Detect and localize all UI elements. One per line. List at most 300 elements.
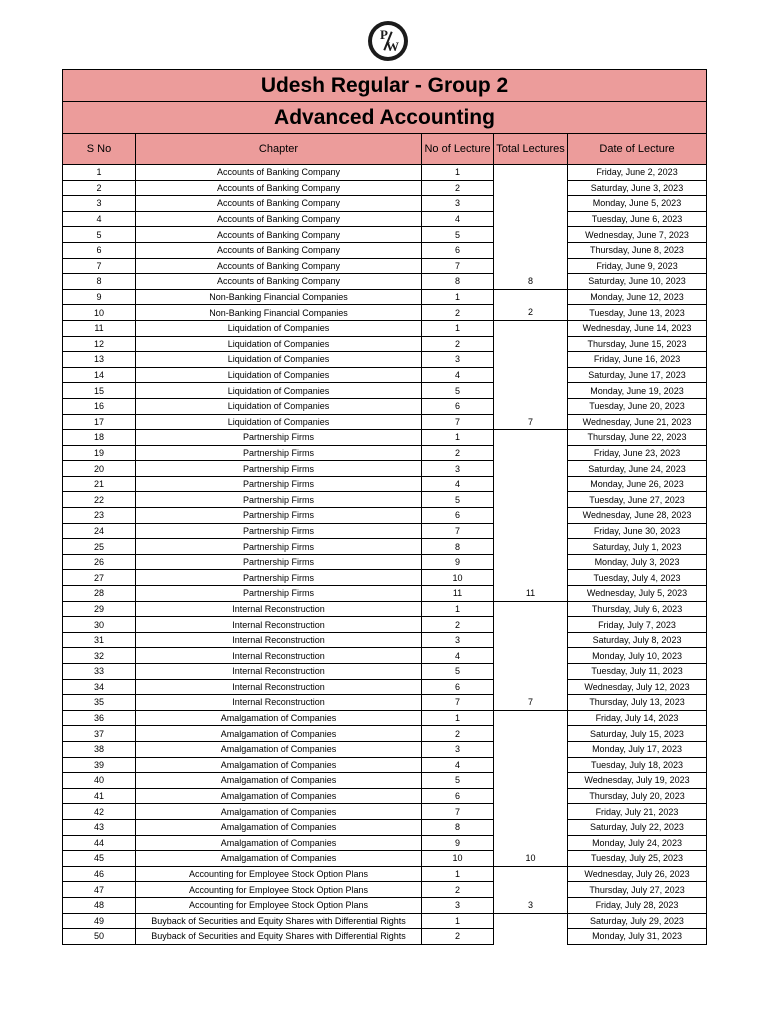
- cell-total-lectures: 3: [494, 897, 568, 913]
- cell-lecture-no: 5: [422, 383, 494, 399]
- cell-sno: 15: [63, 383, 136, 399]
- cell-lecture-no: 3: [422, 352, 494, 368]
- cell-lecture-no: 4: [422, 648, 494, 664]
- table-row: [63, 289, 707, 305]
- cell-lecture-no: 9: [422, 554, 494, 570]
- table-row: [63, 554, 707, 570]
- cell-sno: 18: [63, 430, 136, 446]
- cell-lecture-no: 6: [422, 788, 494, 804]
- cell-sno: 39: [63, 757, 136, 773]
- cell-sno: 22: [63, 492, 136, 508]
- cell-date: Saturday, July 29, 2023: [568, 913, 707, 929]
- cell-sno: 29: [63, 601, 136, 617]
- cell-total-lectures: [494, 461, 568, 477]
- cell-total-lectures: [494, 679, 568, 695]
- cell-sno: 35: [63, 695, 136, 711]
- table-row: [63, 196, 707, 212]
- cell-date: Saturday, July 1, 2023: [568, 539, 707, 555]
- cell-sno: 36: [63, 710, 136, 726]
- cell-lecture-no: 2: [422, 445, 494, 461]
- cell-sno: 48: [63, 897, 136, 913]
- cell-lecture-no: 3: [422, 897, 494, 913]
- cell-chapter: Accounts of Banking Company: [136, 180, 422, 196]
- cell-date: Monday, June 5, 2023: [568, 196, 707, 212]
- cell-chapter: Liquidation of Companies: [136, 320, 422, 336]
- cell-date: Tuesday, July 4, 2023: [568, 570, 707, 586]
- cell-sno: 31: [63, 632, 136, 648]
- cell-date: Thursday, July 20, 2023: [568, 788, 707, 804]
- cell-date: Monday, July 24, 2023: [568, 835, 707, 851]
- cell-date: Saturday, July 8, 2023: [568, 632, 707, 648]
- cell-chapter: Amalgamation of Companies: [136, 773, 422, 789]
- pw-logo: [368, 21, 408, 61]
- cell-date: Friday, July 28, 2023: [568, 897, 707, 913]
- cell-total-lectures: [494, 398, 568, 414]
- cell-date: Tuesday, June 13, 2023: [568, 305, 707, 321]
- cell-total-lectures: [494, 196, 568, 212]
- cell-sno: 23: [63, 508, 136, 524]
- cell-sno: 44: [63, 835, 136, 851]
- cell-lecture-no: 2: [422, 305, 494, 321]
- cell-chapter: Accounts of Banking Company: [136, 258, 422, 274]
- cell-date: Thursday, June 15, 2023: [568, 336, 707, 352]
- cell-sno: 14: [63, 367, 136, 383]
- cell-total-lectures: [494, 383, 568, 399]
- table-row: [63, 539, 707, 555]
- table-row: [63, 695, 707, 711]
- cell-lecture-no: 2: [422, 726, 494, 742]
- cell-date: Saturday, June 3, 2023: [568, 180, 707, 196]
- cell-lecture-no: 2: [422, 336, 494, 352]
- cell-total-lectures: [494, 367, 568, 383]
- cell-chapter: Partnership Firms: [136, 508, 422, 524]
- table-row: [63, 882, 707, 898]
- cell-chapter: Buyback of Securities and Equity Shares with Differential Rights: [136, 913, 422, 929]
- cell-chapter: Partnership Firms: [136, 445, 422, 461]
- cell-total-lectures: [494, 554, 568, 570]
- cell-total-lectures: [494, 757, 568, 773]
- cell-chapter: Buyback of Securities and Equity Shares with Differential Rights: [136, 929, 422, 945]
- col-header-date: Date of Lecture: [568, 134, 707, 165]
- cell-total-lectures: [494, 336, 568, 352]
- cell-total-lectures: 7: [494, 414, 568, 430]
- cell-total-lectures: [494, 242, 568, 258]
- cell-date: Friday, July 21, 2023: [568, 804, 707, 820]
- col-header-total-lectures: Total Lectures: [494, 134, 568, 165]
- cell-chapter: Partnership Firms: [136, 570, 422, 586]
- cell-lecture-no: 9: [422, 835, 494, 851]
- cell-total-lectures: [494, 523, 568, 539]
- cell-sno: 12: [63, 336, 136, 352]
- cell-sno: 37: [63, 726, 136, 742]
- cell-date: Saturday, June 10, 2023: [568, 274, 707, 290]
- table-row: [63, 913, 707, 929]
- table-row: [63, 617, 707, 633]
- cell-date: Monday, June 26, 2023: [568, 476, 707, 492]
- table-row: [63, 476, 707, 492]
- cell-date: Thursday, June 22, 2023: [568, 430, 707, 446]
- table-row: [63, 383, 707, 399]
- cell-total-lectures: [494, 289, 568, 305]
- cell-chapter: Internal Reconstruction: [136, 695, 422, 711]
- cell-sno: 41: [63, 788, 136, 804]
- table-row: [63, 258, 707, 274]
- cell-lecture-no: 4: [422, 367, 494, 383]
- col-header-sno: S No: [63, 134, 136, 165]
- cell-date: Friday, June 23, 2023: [568, 445, 707, 461]
- cell-lecture-no: 8: [422, 819, 494, 835]
- cell-lecture-no: 1: [422, 601, 494, 617]
- cell-lecture-no: 2: [422, 882, 494, 898]
- cell-sno: 17: [63, 414, 136, 430]
- cell-lecture-no: 5: [422, 227, 494, 243]
- cell-sno: 16: [63, 398, 136, 414]
- cell-chapter: Accounts of Banking Company: [136, 196, 422, 212]
- table-row: [63, 570, 707, 586]
- cell-chapter: Amalgamation of Companies: [136, 819, 422, 835]
- table-row: [63, 773, 707, 789]
- cell-chapter: Amalgamation of Companies: [136, 851, 422, 867]
- cell-date: Wednesday, June 7, 2023: [568, 227, 707, 243]
- cell-chapter: Partnership Firms: [136, 554, 422, 570]
- cell-sno: 28: [63, 586, 136, 602]
- cell-date: Friday, July 14, 2023: [568, 710, 707, 726]
- cell-sno: 45: [63, 851, 136, 867]
- cell-chapter: Liquidation of Companies: [136, 352, 422, 368]
- table-row: [63, 414, 707, 430]
- cell-sno: 7: [63, 258, 136, 274]
- cell-total-lectures: [494, 866, 568, 882]
- cell-date: Wednesday, June 28, 2023: [568, 508, 707, 524]
- cell-total-lectures: 10: [494, 851, 568, 867]
- table-row: [63, 586, 707, 602]
- cell-date: Wednesday, July 19, 2023: [568, 773, 707, 789]
- cell-lecture-no: 2: [422, 180, 494, 196]
- cell-total-lectures: [494, 835, 568, 851]
- cell-sno: 9: [63, 289, 136, 305]
- cell-sno: 5: [63, 227, 136, 243]
- cell-sno: 46: [63, 866, 136, 882]
- cell-chapter: Internal Reconstruction: [136, 601, 422, 617]
- cell-total-lectures: [494, 445, 568, 461]
- cell-date: Saturday, July 22, 2023: [568, 819, 707, 835]
- cell-total-lectures: [494, 804, 568, 820]
- cell-total-lectures: [494, 492, 568, 508]
- cell-lecture-no: 4: [422, 757, 494, 773]
- table-row: [63, 851, 707, 867]
- cell-date: Friday, June 2, 2023: [568, 165, 707, 181]
- cell-total-lectures: [494, 258, 568, 274]
- cell-chapter: Partnership Firms: [136, 476, 422, 492]
- cell-sno: 3: [63, 196, 136, 212]
- table-row: [63, 819, 707, 835]
- cell-sno: 25: [63, 539, 136, 555]
- cell-total-lectures: [494, 165, 568, 181]
- cell-chapter: Accounts of Banking Company: [136, 274, 422, 290]
- table-row: [63, 180, 707, 196]
- cell-total-lectures: [494, 320, 568, 336]
- cell-total-lectures: [494, 882, 568, 898]
- table-row: [63, 352, 707, 368]
- cell-lecture-no: 11: [422, 586, 494, 602]
- cell-sno: 47: [63, 882, 136, 898]
- pw-logo-mark: P W: [372, 25, 404, 57]
- table-row: [63, 211, 707, 227]
- cell-date: Wednesday, June 21, 2023: [568, 414, 707, 430]
- cell-sno: 43: [63, 819, 136, 835]
- cell-date: Thursday, July 13, 2023: [568, 695, 707, 711]
- cell-sno: 8: [63, 274, 136, 290]
- cell-lecture-no: 8: [422, 539, 494, 555]
- cell-chapter: Accounts of Banking Company: [136, 165, 422, 181]
- cell-lecture-no: 1: [422, 320, 494, 336]
- cell-chapter: Amalgamation of Companies: [136, 726, 422, 742]
- cell-date: Tuesday, June 20, 2023: [568, 398, 707, 414]
- cell-sno: 2: [63, 180, 136, 196]
- cell-chapter: Accounts of Banking Company: [136, 227, 422, 243]
- table-row: [63, 710, 707, 726]
- cell-total-lectures: [494, 913, 568, 929]
- table-row: [63, 320, 707, 336]
- cell-date: Thursday, June 8, 2023: [568, 242, 707, 258]
- cell-chapter: Accounting for Employee Stock Option Plans: [136, 866, 422, 882]
- cell-sno: 38: [63, 741, 136, 757]
- cell-chapter: Accounts of Banking Company: [136, 211, 422, 227]
- cell-date: Monday, July 10, 2023: [568, 648, 707, 664]
- cell-date: Monday, July 31, 2023: [568, 929, 707, 945]
- table-row: [63, 492, 707, 508]
- cell-total-lectures: 11: [494, 586, 568, 602]
- cell-date: Saturday, June 24, 2023: [568, 461, 707, 477]
- cell-chapter: Partnership Firms: [136, 523, 422, 539]
- table-row: [63, 648, 707, 664]
- cell-sno: 6: [63, 242, 136, 258]
- cell-lecture-no: 10: [422, 851, 494, 867]
- cell-lecture-no: 3: [422, 196, 494, 212]
- cell-chapter: Liquidation of Companies: [136, 398, 422, 414]
- cell-sno: 33: [63, 664, 136, 680]
- cell-chapter: Amalgamation of Companies: [136, 835, 422, 851]
- cell-date: Friday, June 16, 2023: [568, 352, 707, 368]
- cell-date: Monday, June 12, 2023: [568, 289, 707, 305]
- table-row: [63, 165, 707, 181]
- cell-lecture-no: 7: [422, 414, 494, 430]
- cell-total-lectures: 8: [494, 274, 568, 290]
- cell-lecture-no: 6: [422, 508, 494, 524]
- cell-date: Thursday, July 27, 2023: [568, 882, 707, 898]
- table-row: [63, 430, 707, 446]
- table-row: [63, 398, 707, 414]
- table-row: [63, 726, 707, 742]
- cell-sno: 34: [63, 679, 136, 695]
- cell-lecture-no: 3: [422, 632, 494, 648]
- cell-chapter: Partnership Firms: [136, 586, 422, 602]
- cell-date: Tuesday, July 11, 2023: [568, 664, 707, 680]
- cell-lecture-no: 8: [422, 274, 494, 290]
- cell-total-lectures: [494, 211, 568, 227]
- cell-lecture-no: 1: [422, 165, 494, 181]
- cell-lecture-no: 1: [422, 866, 494, 882]
- cell-chapter: Internal Reconstruction: [136, 664, 422, 680]
- cell-lecture-no: 3: [422, 741, 494, 757]
- cell-date: Wednesday, July 26, 2023: [568, 866, 707, 882]
- cell-sno: 1: [63, 165, 136, 181]
- cell-chapter: Liquidation of Companies: [136, 383, 422, 399]
- cell-sno: 24: [63, 523, 136, 539]
- cell-sno: 27: [63, 570, 136, 586]
- table-row: [63, 804, 707, 820]
- cell-lecture-no: 3: [422, 461, 494, 477]
- cell-total-lectures: [494, 570, 568, 586]
- cell-total-lectures: 7: [494, 695, 568, 711]
- cell-chapter: Non-Banking Financial Companies: [136, 305, 422, 321]
- cell-date: Saturday, June 17, 2023: [568, 367, 707, 383]
- table-row: [63, 866, 707, 882]
- cell-lecture-no: 1: [422, 289, 494, 305]
- cell-lecture-no: 7: [422, 804, 494, 820]
- cell-chapter: Accounts of Banking Company: [136, 242, 422, 258]
- table-row: [63, 897, 707, 913]
- table-row: [63, 336, 707, 352]
- cell-lecture-no: 1: [422, 913, 494, 929]
- cell-lecture-no: 7: [422, 258, 494, 274]
- cell-sno: 26: [63, 554, 136, 570]
- cell-total-lectures: [494, 352, 568, 368]
- table-row: [63, 601, 707, 617]
- cell-date: Tuesday, June 27, 2023: [568, 492, 707, 508]
- cell-chapter: Non-Banking Financial Companies: [136, 289, 422, 305]
- cell-total-lectures: [494, 227, 568, 243]
- table-row: [63, 679, 707, 695]
- cell-total-lectures: [494, 632, 568, 648]
- cell-chapter: Liquidation of Companies: [136, 414, 422, 430]
- cell-sno: 21: [63, 476, 136, 492]
- table-row: [63, 242, 707, 258]
- cell-chapter: Internal Reconstruction: [136, 679, 422, 695]
- cell-total-lectures: [494, 710, 568, 726]
- table-row: [63, 523, 707, 539]
- cell-lecture-no: 5: [422, 492, 494, 508]
- cell-sno: 13: [63, 352, 136, 368]
- cell-lecture-no: 5: [422, 773, 494, 789]
- cell-sno: 40: [63, 773, 136, 789]
- cell-chapter: Internal Reconstruction: [136, 617, 422, 633]
- table-row: [63, 508, 707, 524]
- cell-chapter: Accounting for Employee Stock Option Plans: [136, 897, 422, 913]
- cell-total-lectures: [494, 539, 568, 555]
- cell-chapter: Partnership Firms: [136, 539, 422, 555]
- cell-lecture-no: 10: [422, 570, 494, 586]
- cell-sno: 20: [63, 461, 136, 477]
- table-row: [63, 757, 707, 773]
- cell-chapter: Internal Reconstruction: [136, 632, 422, 648]
- cell-total-lectures: [494, 476, 568, 492]
- table-row: [63, 929, 707, 945]
- cell-lecture-no: 2: [422, 929, 494, 945]
- cell-lecture-no: 6: [422, 679, 494, 695]
- cell-chapter: Partnership Firms: [136, 492, 422, 508]
- cell-total-lectures: [494, 508, 568, 524]
- cell-date: Tuesday, June 6, 2023: [568, 211, 707, 227]
- cell-chapter: Liquidation of Companies: [136, 367, 422, 383]
- table-row: [63, 367, 707, 383]
- table-row: [63, 227, 707, 243]
- cell-chapter: Amalgamation of Companies: [136, 741, 422, 757]
- cell-lecture-no: 4: [422, 476, 494, 492]
- cell-chapter: Accounting for Employee Stock Option Plans: [136, 882, 422, 898]
- cell-lecture-no: 6: [422, 398, 494, 414]
- cell-date: Monday, June 19, 2023: [568, 383, 707, 399]
- table-row: [63, 305, 707, 321]
- cell-date: Saturday, July 15, 2023: [568, 726, 707, 742]
- cell-total-lectures: [494, 819, 568, 835]
- schedule-rows: [63, 165, 707, 945]
- col-header-chapter: Chapter: [136, 134, 422, 165]
- cell-sno: 30: [63, 617, 136, 633]
- table-row: [63, 461, 707, 477]
- cell-chapter: Amalgamation of Companies: [136, 788, 422, 804]
- cell-date: Friday, June 9, 2023: [568, 258, 707, 274]
- cell-lecture-no: 1: [422, 430, 494, 446]
- cell-total-lectures: [494, 617, 568, 633]
- cell-lecture-no: 7: [422, 695, 494, 711]
- cell-chapter: Internal Reconstruction: [136, 648, 422, 664]
- cell-chapter: Amalgamation of Companies: [136, 710, 422, 726]
- cell-total-lectures: [494, 601, 568, 617]
- cell-date: Wednesday, June 14, 2023: [568, 320, 707, 336]
- cell-chapter: Liquidation of Companies: [136, 336, 422, 352]
- table-row: [63, 445, 707, 461]
- table-row: [63, 632, 707, 648]
- table-row: [63, 664, 707, 680]
- cell-sno: 4: [63, 211, 136, 227]
- cell-lecture-no: 7: [422, 523, 494, 539]
- cell-sno: 11: [63, 320, 136, 336]
- cell-chapter: Partnership Firms: [136, 430, 422, 446]
- cell-sno: 42: [63, 804, 136, 820]
- cell-chapter: Partnership Firms: [136, 461, 422, 477]
- cell-sno: 32: [63, 648, 136, 664]
- cell-total-lectures: [494, 664, 568, 680]
- cell-lecture-no: 5: [422, 664, 494, 680]
- cell-lecture-no: 2: [422, 617, 494, 633]
- cell-date: Tuesday, July 25, 2023: [568, 851, 707, 867]
- table-row: [63, 274, 707, 290]
- cell-total-lectures: [494, 773, 568, 789]
- table-row: [63, 788, 707, 804]
- cell-chapter: Amalgamation of Companies: [136, 804, 422, 820]
- cell-date: Thursday, July 6, 2023: [568, 601, 707, 617]
- subject-title: Advanced Accounting: [63, 102, 707, 134]
- cell-date: Friday, July 7, 2023: [568, 617, 707, 633]
- batch-title: Udesh Regular - Group 2: [63, 70, 707, 102]
- cell-date: Monday, July 3, 2023: [568, 554, 707, 570]
- cell-sno: 50: [63, 929, 136, 945]
- cell-date: Tuesday, July 18, 2023: [568, 757, 707, 773]
- cell-total-lectures: [494, 726, 568, 742]
- cell-total-lectures: 2: [494, 305, 568, 321]
- cell-chapter: Amalgamation of Companies: [136, 757, 422, 773]
- cell-lecture-no: 4: [422, 211, 494, 227]
- cell-sno: 49: [63, 913, 136, 929]
- cell-date: Friday, June 30, 2023: [568, 523, 707, 539]
- table-row: [63, 741, 707, 757]
- cell-total-lectures: [494, 180, 568, 196]
- cell-date: Monday, July 17, 2023: [568, 741, 707, 757]
- table-row: [63, 835, 707, 851]
- cell-date: Wednesday, July 12, 2023: [568, 679, 707, 695]
- cell-total-lectures: [494, 741, 568, 757]
